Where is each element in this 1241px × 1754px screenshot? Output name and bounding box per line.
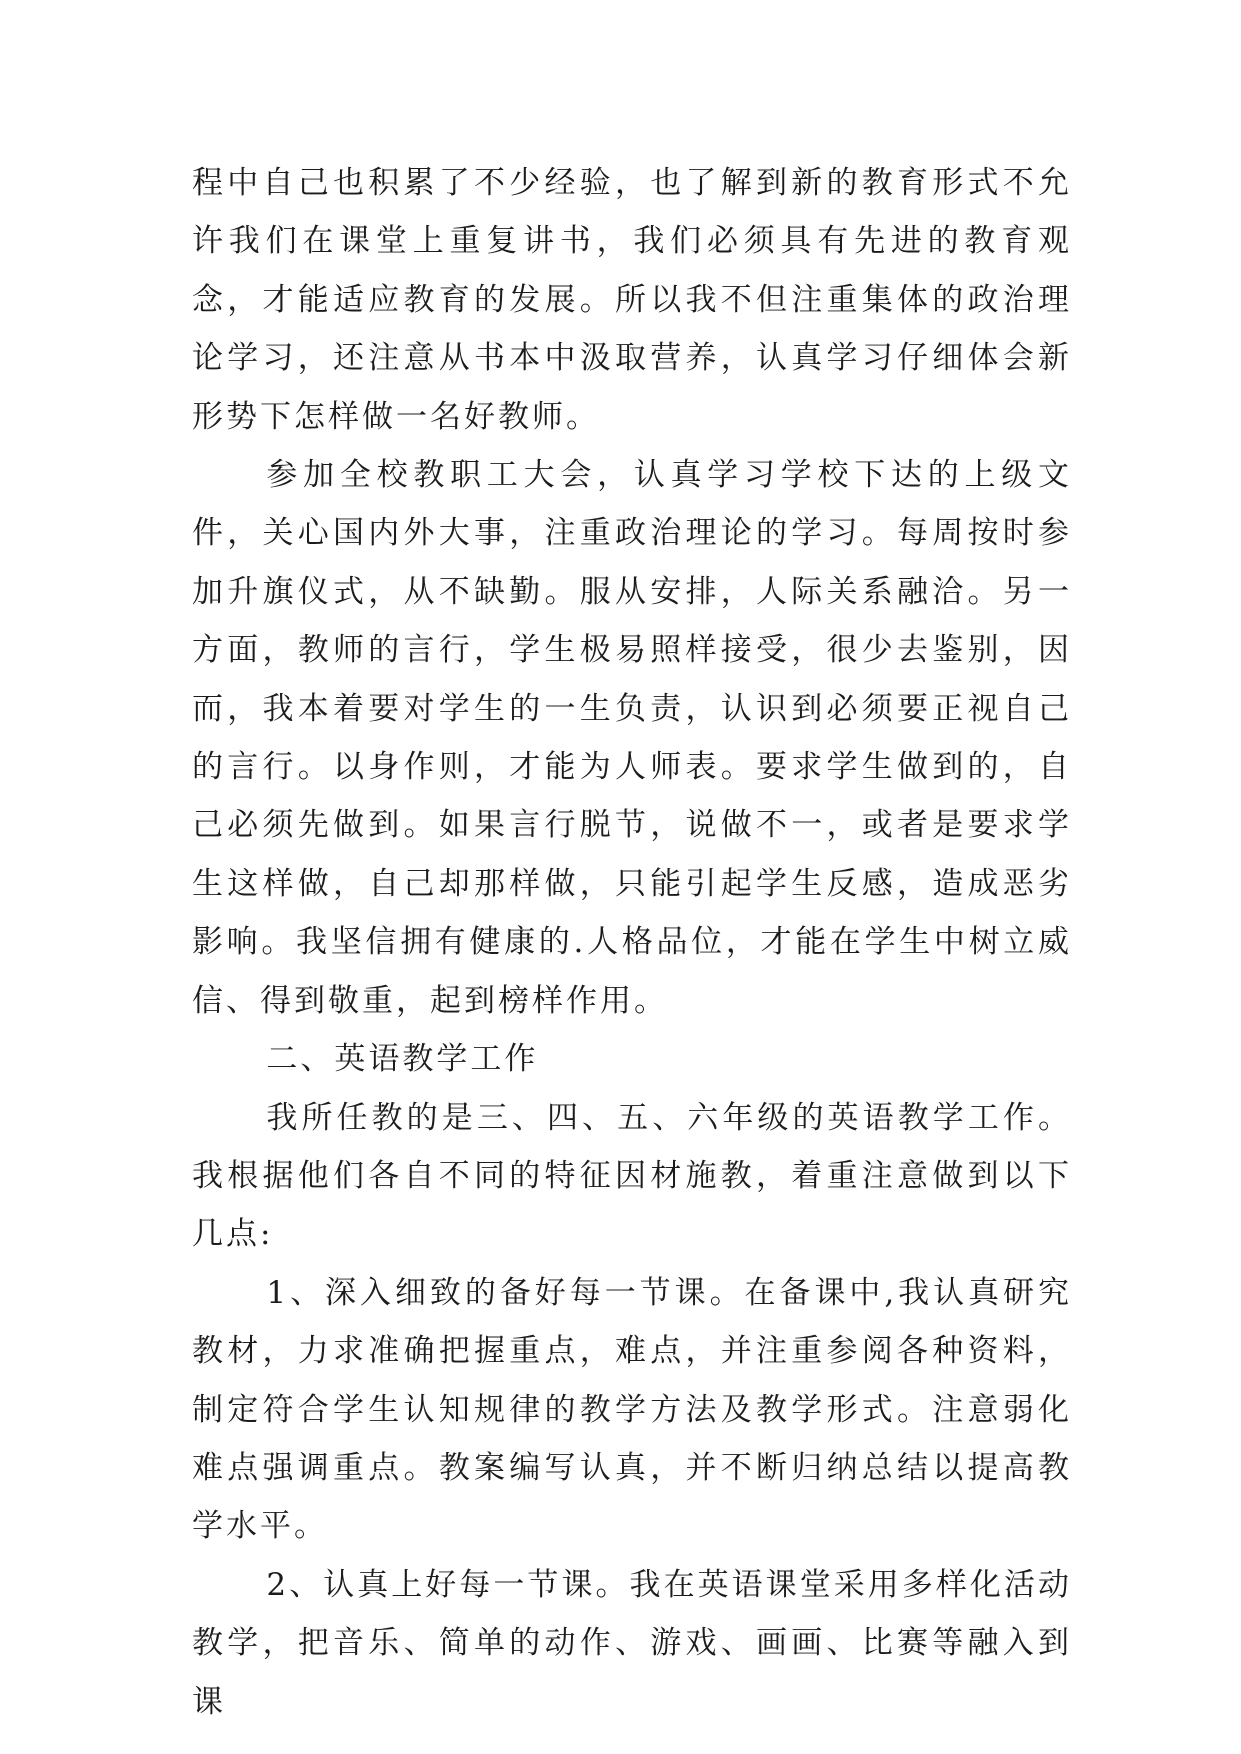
paragraph-5: 2、认真上好每一节课。我在英语课堂采用多样化活动教学，把音乐、简单的动作、游戏、画画、比赛等融入到课	[192, 1566, 1072, 1720]
paragraph-2: 参加全校教职工大会，认真学习学校下达的上级文件，关心国内外大事，注重政治理论的学习。每周按时参加升旗仪式，从不缺勤。服从安排，人际关系融洽。另一方面，教师的言行，学生极易照样接受，很少去鉴别，因而，我本着要对学生的一生负责，认识到必须要正视自己的言行。以身作则，才能为人师表。要求学生做到的，自己必须先做到。如果言行脱节，说做不一，或者是要求学生这样做，自己却那样做，只能引起学生反感，造成恶劣影响。我坚信拥有健康的.人格品位，才能在学生中树立威信、得到敬重，起到榜样作用。	[192, 457, 1072, 1019]
paragraph-1: 程中自己也积累了不少经验，也了解到新的教育形式不允许我们在课堂上重复讲书，我们必须具有先进的教育观念，才能适应教育的发展。所以我不但注重集体的政治理论学习，还注意从书本中汲取营养，认真学习仔细体会新形势下怎样做一名好教师。	[192, 165, 1072, 435]
paragraph-3: 我所任教的是三、四、五、六年级的英语教学工作。我根据他们各自不同的特征因材施教，着重注意做到以下几点:	[192, 1099, 1072, 1253]
document-body	[192, 154, 1072, 1731]
paragraph-4: 1、深入细致的备好每一节课。在备课中,我认真研究教材，力求准确把握重点，难点，并注重参阅各种资料，制定符合学生认知规律的教学方法及教学形式。注意弱化难点强调重点。教案编写认真，并不断归纳总结以提高教学水平。	[192, 1274, 1072, 1545]
section-heading: 二、英语教学工作	[266, 1041, 539, 1078]
